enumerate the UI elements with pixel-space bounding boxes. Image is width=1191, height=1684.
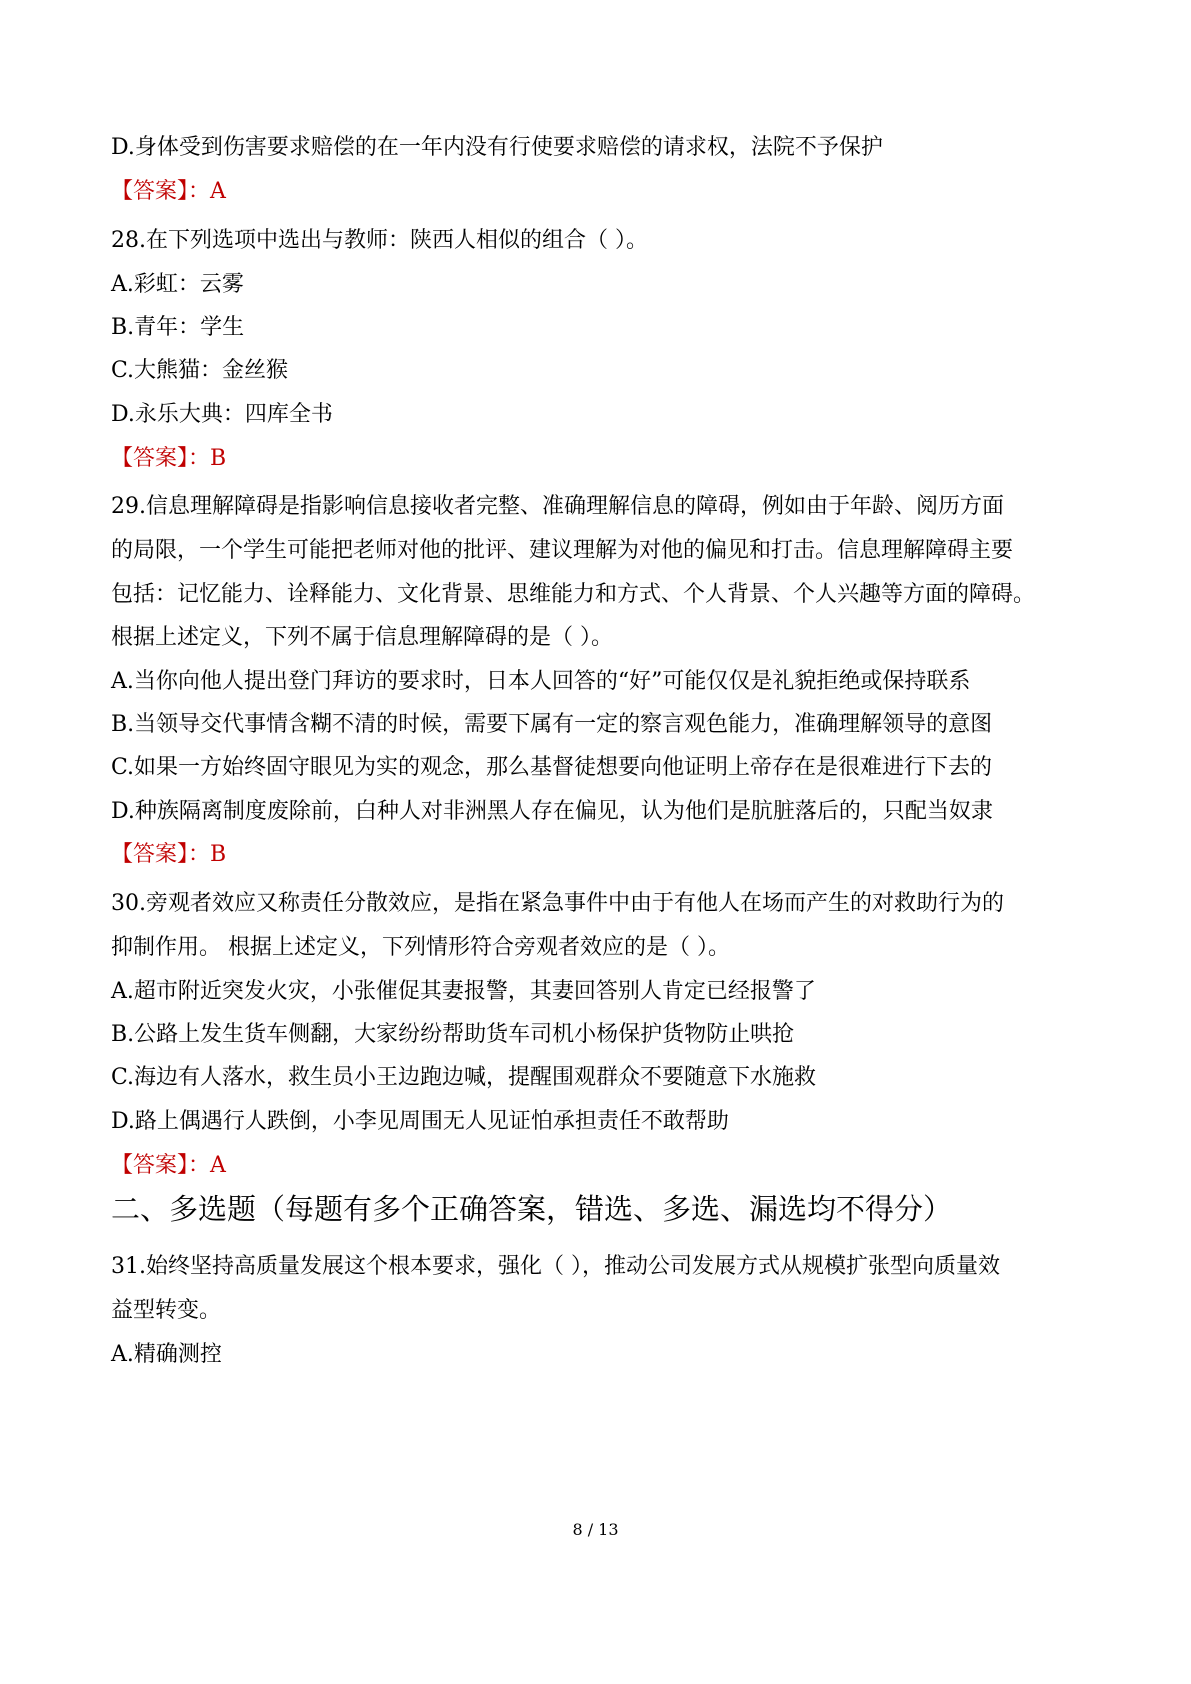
q29-option-b: B.当领导交代事情含糊不清的时候，需要下属有一定的察言观色能力，准确理解领导的意图 <box>111 712 993 737</box>
q27-answer <box>111 177 226 207</box>
answer-label: 【答案】： <box>111 842 211 867</box>
q29-stem-line-4: 根据上述定义，下列不属于信息理解障碍的是（ ）。 <box>111 625 613 650</box>
q31-option-a: A.精确测控 <box>111 1342 222 1367</box>
answer-value: A <box>210 1153 226 1178</box>
q27-option-d: D.身体受到伤害要求赔偿的在一年内没有行使要求赔偿的请求权，法院不予保护 <box>111 135 883 160</box>
q29-option-c: C.如果一方始终固守眼见为实的观念，那么基督徒想要向他证明上帝存在是很难进行下去的 <box>111 755 993 780</box>
page-number: 8 / 13 <box>572 1520 619 1539</box>
answer-label: 【答案】： <box>111 1153 211 1178</box>
q30-stem-line-2: 抑制作用。 根据上述定义，下列情形符合旁观者效应的是（ ）。 <box>111 935 730 960</box>
q29-stem-line-2: 的局限，一个学生可能把老师对他的批评、建议理解为对他的偏见和打击。信息理解障碍主要 <box>111 538 1014 563</box>
q28-option-c: C.大熊猫：金丝猴 <box>111 358 289 383</box>
q30-option-b: B.公路上发生货车侧翻，大家纷纷帮助货车司机小杨保护货物防止哄抢 <box>111 1022 795 1047</box>
answer-label: 【答案】： <box>111 179 211 204</box>
answer-value: A <box>210 179 226 204</box>
q28-answer <box>111 444 226 474</box>
q29-option-a: A.当你向他人提出登门拜访的要求时，日本人回答的“好”可能仅仅是礼貌拒绝或保持联系 <box>111 669 971 694</box>
q29-stem-line-1: 29.信息理解障碍是指影响信息接收者完整、准确理解信息的障碍，例如由于年龄、阅历方面 <box>111 494 1004 519</box>
q28-option-d: D.永乐大典：四库全书 <box>111 402 333 427</box>
q30-option-a: A.超市附近突发火灾，小张催促其妻报警，其妻回答别人肯定已经报警了 <box>111 979 816 1004</box>
q29-stem-line-3: 包括：记忆能力、诠释能力、文化背景、思维能力和方式、个人背景、个人兴趣等方面的障碍。 <box>111 582 1036 607</box>
q28-stem: 28.在下列选项中选出与教师：陕西人相似的组合（ ）。 <box>111 228 648 253</box>
q30-stem-line-1: 30.旁观者效应又称责任分散效应，是指在紧急事件中由于有他人在场而产生的对救助行为的 <box>111 891 1004 916</box>
q28-option-a: A.彩虹：云雾 <box>111 272 244 297</box>
answer-label: 【答案】： <box>111 446 211 471</box>
q31-stem-line-1: 31.始终坚持高质量发展这个根本要求，强化（ ），推动公司发展方式从规模扩张型向质量效 <box>111 1254 1000 1279</box>
q30-option-d: D.路上偶遇行人跌倒，小李见周围无人见证怕承担责任不敢帮助 <box>111 1109 729 1134</box>
q28-option-b: B.青年：学生 <box>111 315 245 340</box>
q30-option-c: C.海边有人落水，救生员小王边跑边喊，提醒围观群众不要随意下水施救 <box>111 1065 817 1090</box>
answer-value: B <box>210 446 227 471</box>
q31-stem-line-2: 益型转变。 <box>111 1298 222 1323</box>
q29-option-d: D.种族隔离制度废除前，白种人对非洲黑人存在偏见，认为他们是肮脏落后的，只配当奴隶 <box>111 799 993 824</box>
section-title-multiple-choice: 二、多选题（每题有多个正确答案，错选、多选、漏选均不得分） <box>111 1192 953 1226</box>
answer-value: B <box>210 842 227 867</box>
q29-answer <box>111 840 226 870</box>
q30-answer <box>111 1151 226 1181</box>
